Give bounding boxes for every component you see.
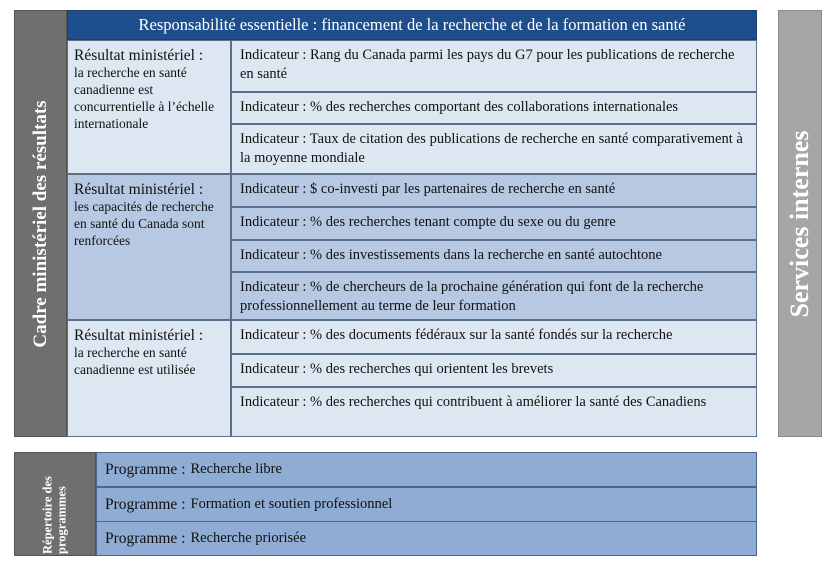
resultat-text: la recherche en santé canadienne est concurrentielle à l’échelle internationale — [74, 65, 215, 131]
programme-label: Programme : — [105, 460, 186, 478]
services-internes-label: Services internes — [785, 130, 814, 318]
indicateur-prochaine-generation: Indicateur : % de chercheurs de la prochaine génération qui font de la recherche professionnellement au terme de leur formation — [231, 272, 757, 320]
resultat-ministeriel-2 — [67, 174, 231, 320]
programme-formation-soutien — [96, 487, 757, 522]
indicateur-taux-citation: Indicateur : Taux de citation des publications de recherche en santé comparativement à la moyenne mondiale — [231, 124, 757, 174]
resultat-label: Résultat ministériel : — [74, 181, 204, 198]
programme-label: Programme : — [105, 529, 186, 547]
cadre-ministeriel-label: Cadre ministériel des résultats — [29, 99, 51, 348]
indicateur-sante-autochtone: Indicateur : % des investissements dans la recherche en santé autochtone — [231, 240, 757, 272]
services-internes-band — [778, 10, 822, 437]
indicateur-documents-federaux: Indicateur : % des documents fédéraux sur la santé fondés sur la recherche — [231, 320, 757, 354]
resultat-label: Résultat ministériel : — [74, 327, 204, 344]
programme-name: Formation et soutien professionnel — [190, 496, 393, 512]
repertoire-programmes-band — [14, 452, 96, 556]
programme-recherche-libre — [96, 452, 757, 487]
indicateur-brevets: Indicateur : % des recherches qui orientent les brevets — [231, 354, 757, 387]
resultat-ministeriel-3 — [67, 320, 231, 437]
programme-recherche-priorisee — [96, 521, 757, 556]
indicateur-co-investi: Indicateur : $ co-investi par les partenaires de recherche en santé — [231, 174, 757, 207]
resultat-label: Résultat ministériel : — [74, 47, 204, 64]
programme-label: Programme : — [105, 495, 186, 513]
indicateur-collaborations-internationales: Indicateur : % des recherches comportant des collaborations internationales — [231, 92, 757, 124]
cadre-ministeriel-band — [14, 10, 67, 437]
programme-name: Recherche priorisée — [190, 530, 307, 546]
responsabilite-essentielle-header: Responsabilité essentielle : financement de la recherche et de la formation en santé — [67, 10, 757, 40]
programme-name: Recherche libre — [190, 461, 282, 477]
resultat-text: la recherche en santé canadienne est utilisée — [74, 345, 196, 378]
indicateur-rang-g7: Indicateur : Rang du Canada parmi les pays du G7 pour les publications de recherche en santé — [231, 40, 757, 92]
indicateur-sexe-genre: Indicateur : % des recherches tenant compte du sexe ou du genre — [231, 207, 757, 240]
resultat-ministeriel-1 — [67, 40, 231, 174]
resultat-text: les capacités de recherche en santé du Canada sont renforcées — [74, 199, 214, 249]
repertoire-programmes-label: Répertoire des programmes — [40, 476, 69, 554]
indicateur-sante-canadiens: Indicateur : % des recherches qui contribuent à améliorer la santé des Canadiens — [231, 387, 757, 437]
